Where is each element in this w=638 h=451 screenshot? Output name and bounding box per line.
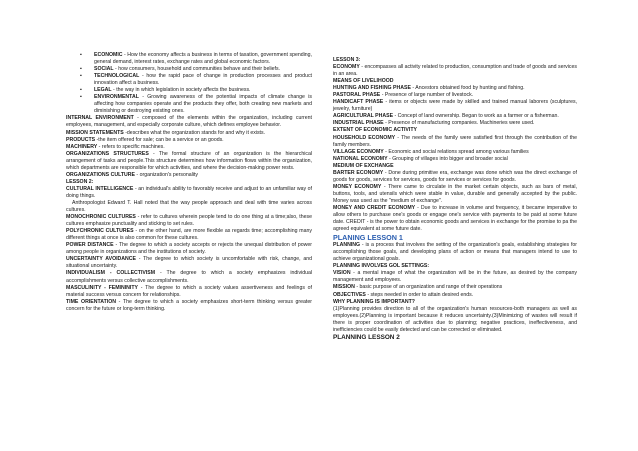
paragraph: (1)Planning provides direction to all of the organization's human resources-both managers as well as employees.(2)Planning is important because it reduces uncertainty.(3)Minimizing of wastes will result if there is proper coordination of activities due to planning; negative practices, ineffectiveness, and inefficiencies could be easily detected and can be corrected or eliminated.	[333, 305, 577, 333]
section-heading: MEANS OF LIVELIHOOD	[333, 78, 394, 85]
paragraph: TIME ORIENTATION - The degree to which a society emphasizes short-term thinking versus greater concern for the future or long-term thinking.	[66, 298, 312, 312]
paragraph: OBJECTIVES - steps needed in order to attain desired ends.	[333, 291, 474, 298]
paragraph: Anthropologist Edward T. Hall noted that the way people approach and deal with time varies across cultures.	[66, 199, 312, 214]
paragraph: MONEY ECONOMY - There came to circulate in the market certain objects, such as bars of metal, buttons, tools, and utensils which were stable in value, durable and generally accepted by the public. Money was used as the "medium of exchange".	[333, 183, 577, 204]
paragraph: PLANNING - is a process that involves the setting of the organization's goals, establishing strategies for accomplishing those goals, and developing plans of action or means that managers intend to use to achieve organizational goals.	[333, 242, 577, 263]
paragraph: MISSION STATEMENTS -describes what the organization stands for and why it exists.	[66, 129, 266, 136]
paragraph: AGRICULTURAL PHASE - Concept of land ownership. Began to work as a farmer or a fisherman.	[333, 113, 559, 120]
planning-lesson-1-heading: PLANING LESSON 1	[333, 233, 403, 243]
paragraph: HUNTING AND FISHING PHASE - Ancestors obtained food by hunting and fishing.	[333, 85, 525, 92]
paragraph: POWER DISTANCE - The degree to which a society accepts or rejects the unequal distribution of power among people in organizations and the institutions of society.	[66, 242, 313, 256]
paragraph: PRODUCTS -the item offered for sale; can be a service or an goods.	[66, 136, 224, 143]
paragraph: POLYCHRONIC CULTURES - on the other hand, are more flexible as regards time; accomplishing many different things at once is also common for these cultures.	[66, 228, 312, 242]
paragraph: MONOCHRONIC CULTURES - refer to cultures wherein people tend to do one thing at a time;also, these cultures emphasize punctuality and sticking to set rules.	[66, 214, 312, 228]
paragraph: MACHINERY - refers to specific machines.	[66, 143, 165, 150]
paragraph: CULTURAL INTELLIGENCE - an individual's ability to favorably receive and adjust to an unfamiliar way of doing things.	[66, 185, 312, 199]
lesson-3-heading: LESSON 3:	[333, 57, 361, 63]
paragraph: INDIVIDUALISM - COLLECTIVISM - The degree to which a society emphasizes individual accomplishments versus collective accomplishments.	[66, 270, 313, 284]
left-column	[66, 52, 312, 313]
paragraph: HOUSEHOLD ECONOMY - The needs of the family were satisfied first through the contribution of the family members.	[333, 134, 578, 148]
list-item: ▪ SOCIAL - how consumers, household and communities behave and their beliefs.	[66, 66, 312, 73]
list-item: ▪ TECHNOLOGICAL - how the rapid pace of change in production processes and product innovation affect a business.	[66, 73, 312, 87]
paragraph: ORGANIZATIONS CULTURE - organization's personality	[66, 171, 198, 178]
right-column	[333, 57, 577, 342]
paragraph: ORGANIZATIONS STRUCTURES - The formal structure of an organization is the hierarchical arrangement of tasks and people.This structure determines how information flows within the organization, which departments are responsible for which activities, and where the decision-making power rests.	[66, 150, 313, 171]
lesson-2-heading: LESSON 2:	[66, 178, 94, 185]
pestle-list	[66, 52, 312, 115]
paragraph: PASTORAL PHASE - Presence of large number of livestock.	[333, 92, 474, 99]
paragraph: MISSION - basic purpose of an organization and range of their operations	[333, 284, 503, 291]
planning-lesson-2-heading: PLANNING LESSON 2	[333, 333, 400, 341]
list-item: ▪ ENVIRONMENTAL - Growing awareness of the potential impacts of climate change is affecting how companies operate and the products they offer, both creating new markets and diminishing or destroying existing ones.	[66, 94, 312, 115]
section-heading: WHY PLANNING IS IMPORTANT?	[333, 298, 415, 305]
paragraph: MONEY AND CREDIT ECONOMY - Due to increase in volume and frequency, it became imperative to allow others to purchase one's goods or engage one's service with payments to be paid at some future date. CREDIT - is the power to obtain economic goods and services in exchange for the promise to pa the agreed equivalent at some future date.	[333, 204, 577, 233]
paragraph: BARTER ECONOMY - Done during primitive era, exchange was done which was the direct exchange of goods for goods, services for services, goods for services or services for goods.	[333, 169, 577, 183]
paragraph: VILLAGE ECONOMY - Economic and social relations spread among various families	[333, 148, 529, 155]
paragraph: MASCULINITY - FEMININITY - The degree to which a society values assertiveness and feelings of material success versus concern for relationships.	[66, 284, 313, 298]
paragraph: UNCERTAINTY AVOIDANCE - The degree to which society is uncomfortable with risk, change, and situational uncertainty.	[66, 256, 312, 270]
paragraph: INTERNAL ENVIRONMENT - composed of the elements within the organization, including current employees, management, and especially corporate culture, which defines employee behavior.	[66, 115, 312, 129]
paragraph: ECONOMY - encompasses all activity related to production, consumption and trade of goods and services in an area.	[333, 64, 577, 78]
section-heading: EXTENT OF ECONOMIC ACTIVITY	[333, 127, 417, 134]
paragraph: INDUSTRIAL PHASE - Presence of manufacturing companies. Machineries were used.	[333, 120, 535, 127]
section-heading: PLANNING INVOLVES GOL SETTINGS:	[333, 263, 430, 270]
list-item: ▪ ECONOMIC - How the economy affects a business in terms of taxation, government spending, general demand, interest rates, exchange rates and global economic factors.	[66, 52, 312, 66]
paragraph: HANDICAFT PHASE - items or objects were made by skilled and trained manual laborers (sculptures, jewelry, furniture)	[333, 99, 578, 113]
list-item: ▪ LEGAL - the way in which legislation in society affects the business.	[66, 87, 312, 94]
section-heading: MEDIUM OF EXCHANGE	[333, 162, 394, 169]
paragraph: VISION - a mental image of what the organization will be in the future, as desired by the company management and employees.	[333, 270, 577, 284]
paragraph: NATIONAL ECONOMY - Grouping of villages into bigger and broader social	[333, 155, 508, 162]
